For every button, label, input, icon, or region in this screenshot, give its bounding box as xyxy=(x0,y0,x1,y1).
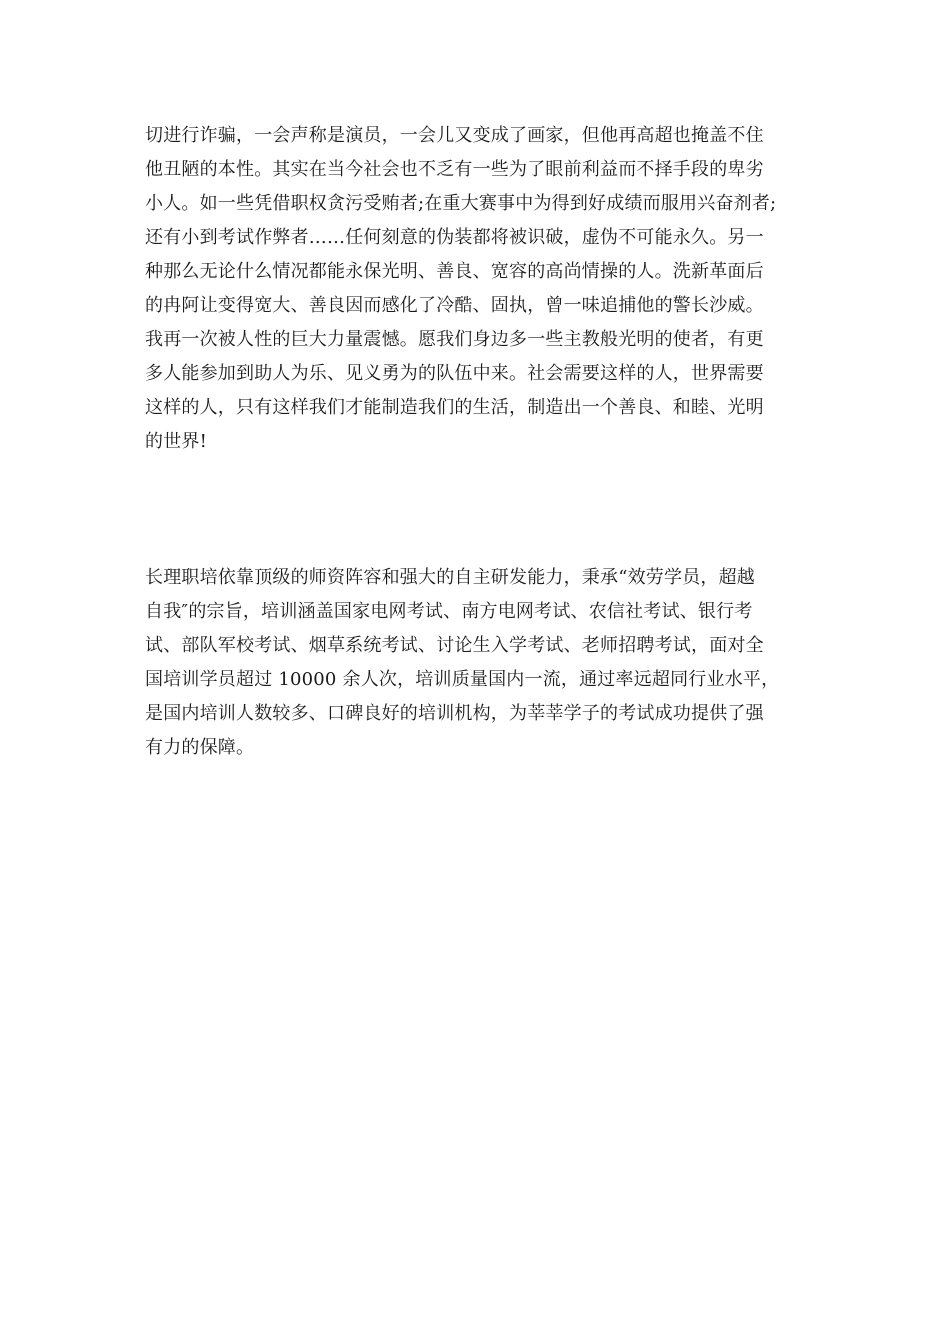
text-line: 小人。如一些凭借职权贪污受贿者;在重大赛事中为得到好成绩而服用兴奋剂者; xyxy=(145,193,777,214)
text-line: 试、部队军校考试、烟草系统考试、讨论生入学考试、老师招聘考试，面对全 xyxy=(145,635,764,656)
text-line: 国培训学员超过 10000 余人次，培训质量国内一流，通过率远超同行业水平， xyxy=(145,669,780,690)
promo-paragraph xyxy=(145,561,825,765)
text-line: 他丑陋的本性。其实在当今社会也不乏有一些为了眼前利益而不择手段的卑劣 xyxy=(145,159,764,180)
text-line: 是国内培训人数较多、口碑良好的培训机构，为莘莘学子的考试成功提供了强 xyxy=(145,703,764,724)
text-line: 还有小到考试作弊者……任何刻意的伪装都将被识破，虚伪不可能永久。另一 xyxy=(145,227,764,248)
text-line: 我再一次被人性的巨大力量震憾。愿我们身边多一些主教般光明的使者，有更 xyxy=(145,329,764,350)
text-line: 有力的保障。 xyxy=(145,737,255,758)
text-line: 的冉阿让变得宽大、善良因而感化了冷酷、固执，曾一味追捕他的警长沙威。 xyxy=(145,295,764,316)
text-line: 种那么无论什么情况都能永保光明、善良、宽容的高尚情操的人。洗新革面后 xyxy=(145,261,764,282)
text-line: 多人能参加到助人为乐、见义勇为的队伍中来。社会需要这样的人，世界需要 xyxy=(145,363,764,384)
text-line: 的世界! xyxy=(145,431,208,452)
text-line: 切进行诈骗，一会声称是演员，一会儿又变成了画家，但他再高超也掩盖不住 xyxy=(145,125,764,146)
text-line: 这样的人，只有这样我们才能制造我们的生活，制造出一个善良、和睦、光明 xyxy=(145,397,764,418)
text-line: 自我″的宗旨，培训涵盖国家电网考试、南方电网考试、农信社考试、银行考 xyxy=(145,601,753,622)
text-line: 长理职培依靠顶级的师资阵容和强大的自主研发能力，秉承“效劳学员，超越 xyxy=(145,567,755,588)
essay-paragraph xyxy=(145,119,825,459)
